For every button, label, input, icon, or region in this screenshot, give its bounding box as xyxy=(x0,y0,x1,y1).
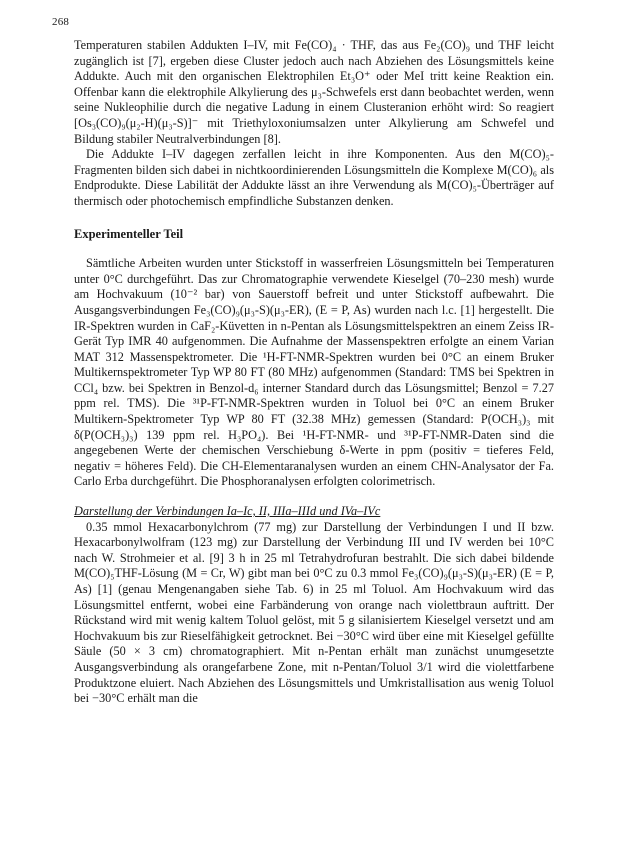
subsection-heading: Darstellung der Verbindungen Ia–Ic, II, IIIa–IIId und IVa–IVc xyxy=(74,504,381,519)
preparation-paragraph: 0.35 mmol Hexacarbonylchrom (77 mg) zur Darstellung der Verbindungen I und II bzw. Hexacarbonylwolfram (123 mg) zur Darstellung der Verbindung III und IV werden bei 10°C nach W. Strohmeier et al. [9] 3 h in 25 ml Tetrahydrofuran bestrahlt. Die sich dabei bildende M(CO)₅THF-Lösung (M = Cr, W) gibt man bei 0°C zu 0.3 mmol Fe₃(CO)₉(μ₃-S)(μ₃-ER) (E = P, As) [1] (genau Mengenangaben siehe Tab. 6) in 25 ml Toluol. Am Hochvakuum wird das Lösungsmittel entfernt, wobei eine Farbänderung von orange nach violettbraun auftritt. Der Rückstand wird mit wenig kaltem Toluol gelöst, mit 5 g silanisiertem Kieselgel versetzt und am Hochvakuum bis zur Rieselfähigkeit getrocknet. Bei −30°C wird über eine mit Kieselgel gefüllte Säule (50 × 3 cm) chromatographiert. Mit n-Pentan erhält man zunächst unumgesetzte Ausgangsverbindung als orangefarbene Zone, mit n-Pentan/Toluol 3/1 wird die violettfarbene Produktzone eluiert. Nach Abziehen des Lösungsmittels und Umkristallisation aus wenig Toluol bei −30°C erhält man die xyxy=(74,519,554,706)
section-heading: Experimenteller Teil xyxy=(74,226,184,241)
intro-paragraph-2: Die Addukte I–IV dagegen zerfallen leicht in ihre Komponenten. Aus den M(CO)₅-Fragmenten bilden sich dabei in nichtkoordinierenden Lösungsmitteln die Komplexe M(CO)₆ als Endprodukte. Diese Labilität der Addukte lässt an ihre Verwendung als M(CO)₅-Überträger auf thermisch oder photochemisch empfindliche Substanzen denken. xyxy=(74,147,554,208)
page-number: 268 xyxy=(52,16,70,28)
body-text xyxy=(74,38,554,707)
intro-paragraph-1: Temperaturen stabilen Addukten I–IV, mit Fe(CO)₄ · THF, das aus Fe₂(CO)₉ und THF leicht zugänglich ist [7], ergeben diese Cluster jedoch auch nach Abziehen des Lösungsmittels keine Addukte. Auch mit den organischen Elektrophilen Et₃O⁺ oder MeI tritt keine Reaktion ein. Offenbar kann die elektrophile Alkylierung des μ₃-Schwefels erst dann beobachtet werden, wenn seine Nukleophilie durch die negative Ladung in einem Clusteranion erhöht wird: So reagiert [Os₃(CO)₉(μ₂-H)(μ₃-S)]⁻ mit Triethyloxoniumsalzen unter Alkylierung am Schwefel und Bildung stabiler Neutralverbindungen [8]. xyxy=(74,38,554,146)
experimental-paragraph: Sämtliche Arbeiten wurden unter Stickstoff in wasserfreien Lösungsmitteln bei Temperaturen unter 0°C durchgeführt. Das zur Chromatographie verwendete Kieselgel (70–230 mesh) wurde am Hochvakuum (10⁻² bar) von Sauerstoff befreit und unter Stickstoff aufbewahrt. Die Ausgangsverbindungen Fe₃(CO)₉(μ₃-S)(μ₃-ER), (E = P, As) wurden nach l.c. [1] hergestellt. Die IR-Spektren wurden in CaF₂-Küvetten in n-Pentan als Lösungsmittelspektren an einem Zeiss IR-Gerät Typ IMR 40 aufgenommen. Die Aufnahme der Massenspektren erfolgte an einem Varian MAT 312 Massenspektrometer. Die ¹H-FT-NMR-Spektren wurden bei 0°C an einem Bruker Multikernspektrometer Typ WP 80 FT (80 MHz) aufgenommen (Standard: TMS bei Spektren in CCl₄ bzw. bei Spektren in Benzol-d₆ interner Standard durch das Lösungsmittel; Benzol = 7.27 ppm rel. TMS). Die ³¹P-FT-NMR-Spektren wurden in Toluol bei 0°C an einem Bruker Multikern-Spektrometer Typ WP 80 FT (32.38 MHz) gemessen (Standard: P(OCH₃)₃ mit δ(P(OCH₃)₃) 139 ppm rel. H₃PO₄). Bei ¹H-FT-NMR- und ³¹P-FT-NMR-Daten sind die angegebenen Werte der chemischen Verschiebung δ-Werte in ppm (positiv = tieferes Feld, negativ = höheres Feld). Die CH-Elementaranalysen wurden an einem CHN-Analysator der Fa. Carlo Erba durchgeführt. Die Phosphoranalysen erfolgten colorimetrisch. xyxy=(74,256,554,489)
